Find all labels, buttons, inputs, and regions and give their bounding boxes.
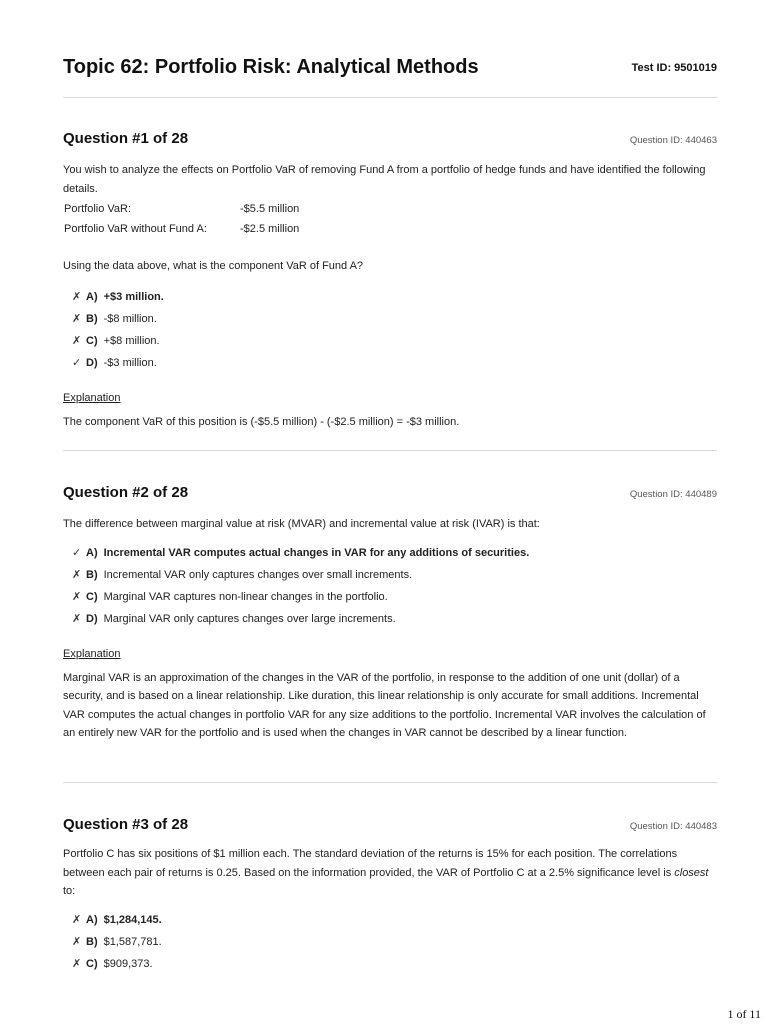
- incorrect-icon: ✗: [72, 569, 82, 581]
- question-header: [63, 451, 717, 501]
- table-row: [63, 199, 299, 219]
- answer-option-d[interactable]: [63, 352, 717, 374]
- option-letter: B): [86, 312, 98, 325]
- answer-option-c[interactable]: [63, 330, 717, 352]
- page-title: Topic 62: Portfolio Risk: Analytical Methods: [63, 56, 479, 78]
- answer-option-a[interactable]: [63, 909, 717, 931]
- question-3: [63, 783, 717, 975]
- question-header: [63, 98, 717, 147]
- question-header: [63, 783, 717, 833]
- question-title: Question #3 of 28: [63, 816, 189, 833]
- question-title: Question #2 of 28: [63, 484, 189, 501]
- question-id: Question ID: 440463: [629, 135, 717, 146]
- table-row: [63, 219, 299, 239]
- question-stem-end: to:: [63, 885, 76, 897]
- question-stem: You wish to analyze the effects on Portfolio VaR of removing Fund A from a portfolio of hedge funds and have identified the following details.: [63, 164, 706, 195]
- question-title: Question #1 of 28: [63, 130, 189, 147]
- option-letter: D): [86, 612, 98, 625]
- explanation-text: Marginal VAR is an approximation of the changes in the VAR of the portfolio, in response to the addition of one unit (dollar) of a security, and is based on a linear relationship. Like duration, this linear relationship is only accurate for small additions. Incremental VAR computes the actual changes in portfolio VAR for any size additions to the portfolio. Incremental VAR involves the calculation of an entirely new VAR for the portfolio and is used when the changes in VAR cannot be described by a linear function.: [63, 671, 706, 739]
- table-cell-label: Portfolio VaR:: [64, 203, 132, 215]
- explanation-label: Explanation: [63, 391, 121, 404]
- page-number: 1 of 11: [727, 1007, 761, 1021]
- question-stem-text: Portfolio C has six positions of $1 million each. The standard deviation of the returns is 15% for each position. The correlations between each pair of returns is 0.25. Based on the information provided, the VAR of Portfolio C at a 2.5% significance level is: [63, 848, 678, 879]
- answer-option-a[interactable]: [63, 542, 717, 564]
- option-text: Incremental VAR computes actual changes in VAR for any additions of securities.: [103, 546, 530, 559]
- incorrect-icon: ✗: [72, 613, 82, 625]
- answer-options: [63, 286, 717, 374]
- option-text: -$8 million.: [103, 312, 157, 325]
- option-letter: A): [86, 913, 98, 926]
- table-cell-value: -$5.5 million: [240, 203, 300, 215]
- option-text: -$3 million.: [103, 356, 157, 369]
- question-prompt: Using the data above, what is the component VaR of Fund A?: [63, 260, 364, 272]
- question-id: Question ID: 440489: [629, 489, 717, 500]
- incorrect-icon: ✗: [72, 335, 82, 347]
- option-letter: B): [86, 935, 98, 948]
- option-text: +$8 million.: [103, 334, 160, 347]
- document-page: [63, 0, 717, 975]
- option-letter: C): [86, 957, 98, 970]
- option-text: Marginal VAR captures non-linear changes in the portfolio.: [103, 590, 388, 603]
- question-2: [63, 451, 717, 783]
- incorrect-icon: ✗: [72, 313, 82, 325]
- question-stem: The difference between marginal value at risk (MVAR) and incremental value at risk (IVAR) is that:: [63, 518, 540, 530]
- question-id: Question ID: 440483: [629, 821, 717, 832]
- option-text: $909,373.: [103, 957, 153, 970]
- option-text: +$3 million.: [103, 290, 164, 303]
- question-stem-emphasis: closest: [674, 866, 709, 879]
- answer-option-b[interactable]: [63, 931, 717, 953]
- table-cell-label: Portfolio VaR without Fund A:: [64, 223, 207, 235]
- incorrect-icon: ✗: [72, 958, 82, 970]
- option-text: Marginal VAR only captures changes over large increments.: [103, 612, 396, 625]
- explanation-label: Explanation: [63, 647, 121, 660]
- answer-option-b[interactable]: [63, 564, 717, 586]
- option-letter: B): [86, 568, 98, 581]
- option-letter: A): [86, 546, 98, 559]
- question-1: [63, 98, 717, 451]
- option-text: Incremental VAR only captures changes over small increments.: [103, 568, 413, 581]
- option-letter: D): [86, 356, 98, 369]
- incorrect-icon: ✗: [72, 291, 82, 303]
- answer-option-b[interactable]: [63, 308, 717, 330]
- answer-option-a[interactable]: [63, 286, 717, 308]
- correct-icon: ✓: [72, 547, 82, 559]
- question-stem: [63, 845, 717, 901]
- incorrect-icon: ✗: [72, 914, 82, 926]
- details-table: [63, 199, 299, 239]
- correct-icon: ✓: [72, 357, 82, 369]
- table-cell-value: -$2.5 million: [240, 223, 300, 235]
- answer-option-d[interactable]: [63, 608, 717, 630]
- incorrect-icon: ✗: [72, 936, 82, 948]
- option-letter: C): [86, 590, 98, 603]
- answer-option-c[interactable]: [63, 586, 717, 608]
- answer-options: [63, 542, 717, 630]
- page-header: [63, 0, 717, 98]
- test-id: Test ID: 9501019: [631, 62, 717, 74]
- option-text: $1,284,145.: [103, 913, 162, 926]
- explanation-text: The component VaR of this position is (-$5.5 million) - (-$2.5 million) = -$3 million.: [63, 415, 460, 428]
- option-text: $1,587,781.: [103, 935, 162, 948]
- answer-options: [63, 909, 717, 975]
- option-letter: A): [86, 290, 98, 303]
- incorrect-icon: ✗: [72, 591, 82, 603]
- answer-option-c[interactable]: [63, 953, 717, 975]
- option-letter: C): [86, 334, 98, 347]
